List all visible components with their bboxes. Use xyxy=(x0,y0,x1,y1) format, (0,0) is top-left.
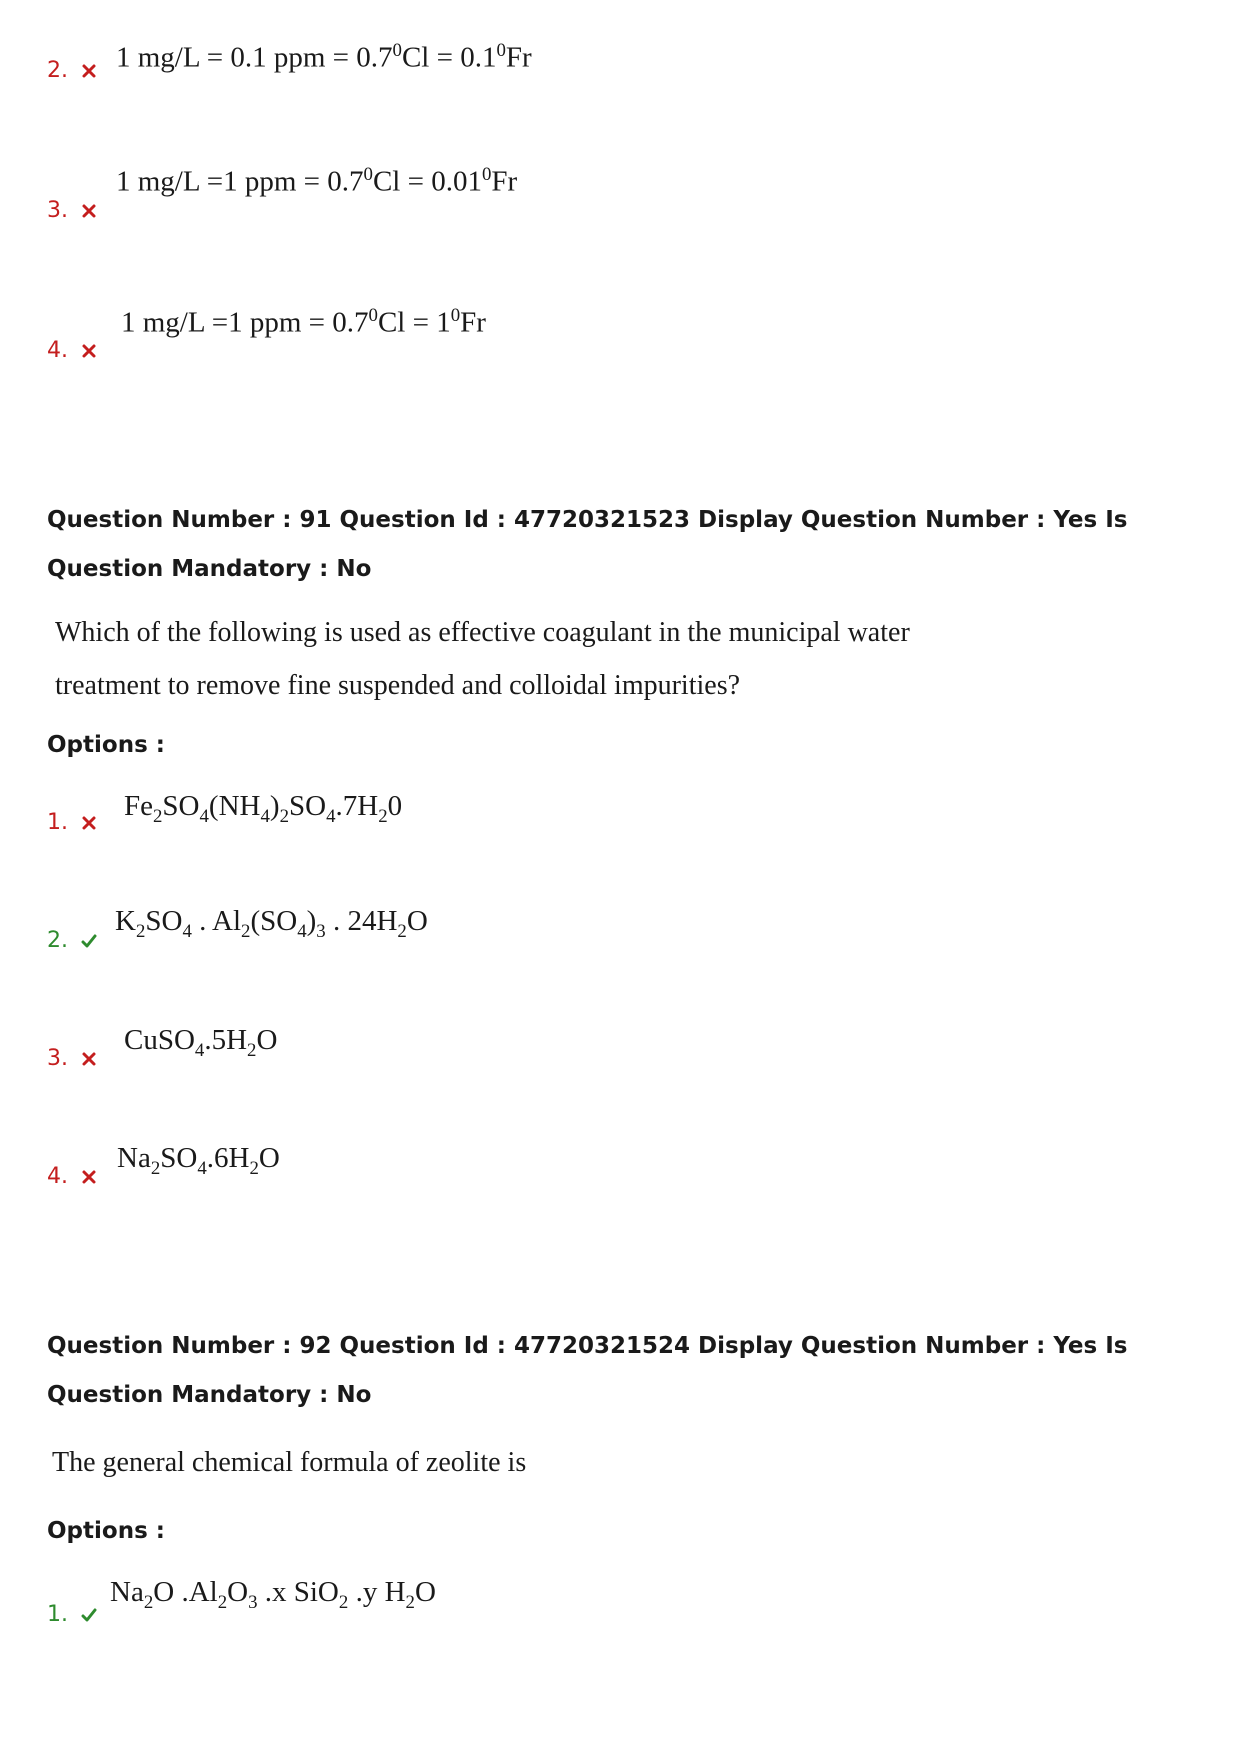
question-91-header: Question Number : 91 Question Id : 47720321523 Display Question Number : Yes Is Question Mandatory : No xyxy=(47,507,1128,582)
question-91-text xyxy=(55,606,1155,712)
cross-icon xyxy=(81,203,97,219)
option-number: 3. xyxy=(47,198,68,223)
prev-option-4-formula: 1 mg/L =1 ppm = $0.7^0Cl = 1^0Fr$ xyxy=(121,305,486,339)
q91-option-4 xyxy=(47,1164,97,1189)
prev-option-3-formula: 1 mg/L =1 ppm = $0.7^0Cl = 0.01^0Fr$ xyxy=(116,164,518,198)
q91-option-4-formula: $Na_2SO_4.6H_2O$ xyxy=(117,1142,280,1179)
option-number: 4. xyxy=(47,338,68,363)
q91-option-1 xyxy=(47,810,97,835)
option-number: 1. xyxy=(47,810,68,835)
q91-option-2 xyxy=(47,928,97,953)
q92-option-1-formula: $Na_2O$ $.Al_2O_3$ .x SiO$_2$ .y $H_2O$ xyxy=(110,1576,436,1613)
question-91-text-line2: treatment to remove fine suspended and colloidal impurities? xyxy=(55,670,741,701)
prev-option-3 xyxy=(47,198,97,223)
option-number: 3. xyxy=(47,1046,68,1071)
prev-option-2 xyxy=(47,58,97,83)
check-icon xyxy=(81,1607,97,1623)
question-92-header: Question Number : 92 Question Id : 47720321524 Display Question Number : Yes Is Question Mandatory : No xyxy=(47,1333,1128,1408)
question-92-text xyxy=(52,1436,1152,1489)
cross-icon xyxy=(81,63,97,79)
option-number: 2. xyxy=(47,58,68,83)
cross-icon xyxy=(81,1051,97,1067)
option-number: 1. xyxy=(47,1602,68,1627)
cross-icon xyxy=(81,343,97,359)
q91-option-3-formula: $CuSO_4.5H_2O$ xyxy=(124,1024,278,1061)
prev-option-4 xyxy=(47,338,97,363)
cross-icon xyxy=(81,815,97,831)
q91-option-3 xyxy=(47,1046,97,1071)
check-icon xyxy=(81,933,97,949)
cross-icon xyxy=(81,1169,97,1185)
question-92-options-label: Options : xyxy=(47,1518,165,1544)
option-number: 2. xyxy=(47,928,68,953)
question-91-options-label: Options : xyxy=(47,732,165,758)
q91-option-1-formula: $Fe_2SO_4(NH_4)_2SO_4.7H_20$ xyxy=(124,790,403,827)
option-number: 4. xyxy=(47,1164,68,1189)
question-91-text-line1: Which of the following is used as effective coagulant in the municipal water xyxy=(55,617,910,648)
question-92-text-line1: The general chemical formula of zeolite is xyxy=(52,1447,527,1478)
q92-option-1 xyxy=(47,1602,97,1627)
q91-option-2-formula: $K_2SO_4$ . $Al_2(SO_4)_3$ . $24H_2O$ xyxy=(115,905,428,942)
prev-option-2-formula: 1 mg/L = 0.1 ppm = $0.7^0Cl = 0.1^0Fr$ xyxy=(116,40,532,74)
